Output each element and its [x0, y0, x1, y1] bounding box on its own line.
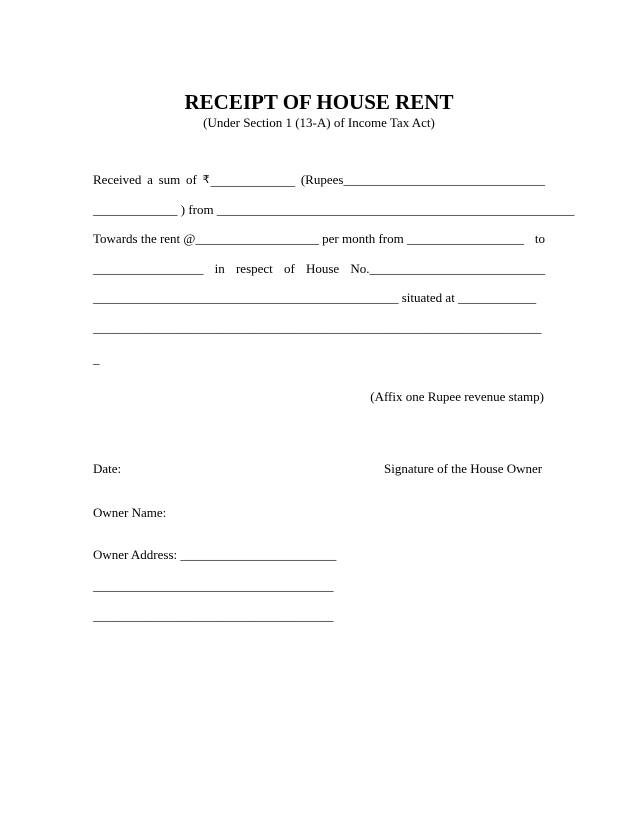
address-continuation-line: _____________________________________________________________________ [93, 320, 542, 335]
house-no-blank: No.___________________________ [350, 261, 545, 276]
signature-label: Signature of the House Owner [384, 461, 543, 476]
rupee-icon: ₹ [202, 173, 210, 186]
received-sum-line [93, 172, 545, 189]
owner-address-line-2: _____________________________________ [93, 608, 334, 623]
from-line: _____________ ) from _______________________________________________________ [93, 202, 575, 217]
house-blank: _________________ [93, 261, 204, 276]
of-word: of [186, 172, 197, 187]
owner-address-line-1: _____________________________________ [93, 578, 334, 593]
amount-blank [203, 172, 296, 189]
a-word: a [147, 172, 153, 187]
received-word: Received [93, 172, 142, 187]
house-word: House [305, 261, 340, 276]
in-word: in [214, 261, 225, 276]
owner-name-label: Owner Name: [93, 505, 167, 520]
situated-at-line: _______________________________________________ situated at ____________ [93, 290, 537, 305]
respect-word: respect [235, 261, 273, 276]
rent-per-month-text: Towards the rent @___________________ per month from __________________ [93, 231, 524, 246]
sum-word: sum [158, 172, 181, 187]
rupees-in-words-blank: (Rupees_______________________________ [300, 172, 545, 187]
owner-address-label: Owner Address: ________________________ [93, 547, 337, 562]
amount-blank-line: _____________ [210, 173, 296, 188]
date-label: Date: [93, 461, 122, 476]
address-continuation-tail: _ [93, 351, 100, 366]
document-title: RECEIPT OF HOUSE RENT [184, 90, 454, 114]
of-word-2: of [283, 261, 295, 276]
house-number-line [93, 261, 545, 277]
to-word: to [534, 231, 545, 246]
rent-per-month-line [93, 231, 545, 247]
document-subtitle: (Under Section 1 (13-A) of Income Tax Act) [203, 115, 435, 130]
revenue-stamp-note: (Affix one Rupee revenue stamp) [370, 389, 544, 404]
